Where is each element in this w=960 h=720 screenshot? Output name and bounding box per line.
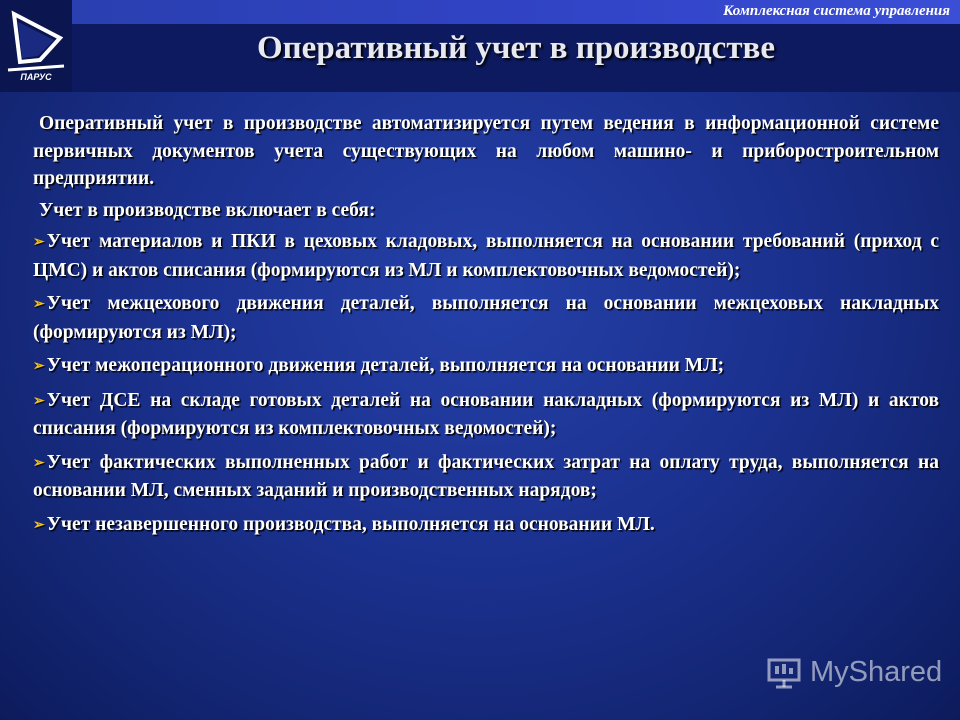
arrow-bullet-icon: ➢	[33, 235, 45, 250]
arrow-bullet-icon: ➢	[33, 393, 45, 409]
list-heading: Учет в производстве включает в себя:	[39, 199, 376, 221]
watermark	[766, 654, 942, 690]
arrow-bullet-icon: ➢	[33, 297, 45, 312]
list-item: ➢ Учет незавершенного производства, выполняется на основании МЛ.	[33, 511, 939, 540]
list-item: ➢ Учет межцехового движения деталей, выполняется на основании межцеховых накладных (формируются из МЛ);	[33, 293, 939, 343]
slide-content	[33, 110, 939, 545]
list-item: ➢ Учет фактических выполненных работ и фактических затрат на оплату труда, выполняется на основании МЛ, сменных заданий и производственных нарядов;	[33, 451, 939, 501]
list-item: ➢ Учет материалов и ПКИ в цеховых кладовых, выполняется на основании требований (приход с ЦМС) и актов списания (формируются из МЛ и комплектовочных ведомостей);	[33, 231, 939, 281]
list-item: ➢ Учет ДСЕ на складе готовых деталей на основании накладных (формируются из МЛ) и актов списания (формируются из комплектовочных ведомостей);	[33, 389, 939, 439]
arrow-bullet-icon: ➢	[33, 517, 45, 533]
top-bar	[72, 0, 960, 24]
presentation-icon	[766, 654, 802, 690]
logo-text: ПАРУС	[20, 72, 52, 82]
watermark-text: MyShared	[810, 655, 943, 688]
slide-title: Оперативный учет в производстве	[256, 30, 775, 66]
arrow-bullet-icon: ➢	[33, 455, 45, 471]
intro-paragraph: Оперативный учет в производстве автоматизируется путем ведения в информационной системе первичных документов учета существующих на любом машино- и приборостроительном предприятии.	[33, 113, 939, 189]
system-name: Комплексная система управления	[723, 3, 950, 19]
arrow-bullet-icon: ➢	[33, 359, 45, 374]
company-logo	[0, 0, 72, 92]
list-item: ➢ Учет межоперационного движения деталей, выполняется на основании МЛ;	[33, 352, 939, 381]
sail-logo-icon	[0, 0, 72, 92]
